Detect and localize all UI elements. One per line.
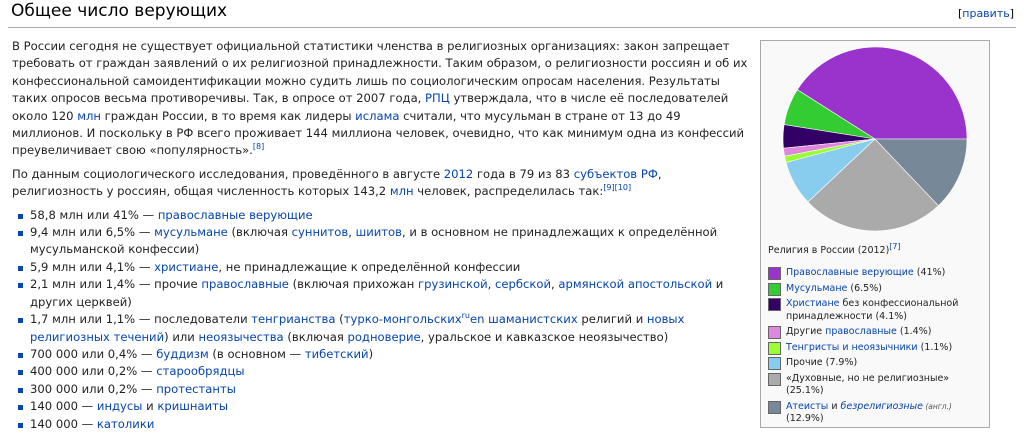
list-item	[12, 398, 750, 415]
legend-text: без конфессиональной принадлежности (4.1%)	[786, 298, 959, 322]
bullet-icon	[18, 388, 23, 393]
link-sunnis[interactable]: суннитов	[291, 225, 349, 240]
legend-item-spiritual	[768, 373, 986, 398]
bullet-icon	[18, 405, 23, 410]
link-georgian[interactable]: грузинской	[418, 277, 488, 292]
legend-link[interactable]: Тенгристы и неоязычники	[786, 341, 918, 353]
ref-7[interactable]: [7]	[889, 241, 901, 251]
legend-swatch	[768, 373, 781, 386]
bullet-icon	[18, 231, 23, 236]
legend-swatch	[768, 283, 781, 296]
text: (в основном —	[208, 346, 305, 361]
link-subjects[interactable]: субъектов РФ	[573, 166, 658, 181]
text: (включая	[283, 329, 348, 344]
religion-list	[12, 207, 750, 433]
text: 300 000 или 0,2% —	[30, 381, 157, 396]
text: ,	[551, 277, 559, 292]
text: 5,9 млн или 4,1% —	[30, 259, 155, 274]
text: , уральское и кавказское неоязычество)	[420, 329, 669, 344]
link-orthodox[interactable]: православные	[201, 277, 289, 292]
legend-text: (12.9%)	[786, 413, 824, 424]
link-neopaganism[interactable]: неоязычества	[198, 329, 284, 344]
legend-item-christian	[768, 298, 986, 323]
list-item	[12, 224, 750, 259]
link-protestants[interactable]: протестанты	[156, 381, 236, 396]
link-2012[interactable]: 2012	[443, 166, 474, 181]
legend-text: и	[828, 400, 841, 412]
ref-9-10[interactable]: [9][10]	[603, 183, 632, 193]
legend-item-orthodox	[768, 267, 986, 280]
legend-item-other-orthodox	[768, 326, 986, 339]
text: (	[335, 312, 344, 327]
legend-text: Прочие (7.9%)	[786, 357, 858, 368]
article-content	[12, 38, 750, 433]
paragraph-intro	[12, 38, 750, 160]
link-rpc[interactable]: РПЦ	[425, 91, 450, 106]
text: 140 000 —	[30, 416, 97, 431]
edit-bracket-open: [	[957, 7, 963, 20]
text: )	[368, 346, 374, 361]
text: ,	[487, 277, 495, 292]
link-new-religious-movements[interactable]: новых религиозных течений	[30, 312, 685, 344]
legend-text: (41%)	[913, 267, 946, 278]
legend-link[interactable]: православные	[825, 326, 897, 337]
text: 2,1 млн или 1,4% — прочие	[30, 277, 202, 292]
text: и	[142, 399, 158, 414]
text: По данным социологического исследования, проведённого в августе	[12, 166, 444, 181]
text: 140 000 —	[30, 399, 97, 414]
link-christians[interactable]: христиане	[154, 259, 219, 274]
legend-text: (1.1%)	[917, 341, 953, 353]
text: года в 79 из 83	[473, 166, 574, 181]
link-hindus[interactable]: индусы	[96, 399, 143, 414]
bullet-icon	[18, 423, 23, 428]
list-item	[12, 346, 750, 363]
list-item	[12, 259, 750, 276]
edit-bracket-close: ]	[1009, 7, 1014, 20]
text: , и в основном не принадлежащих к определённой мусульманской конфессии)	[30, 225, 718, 257]
text: 9,4 млн или 6,5% —	[30, 225, 155, 240]
bullet-icon	[18, 370, 23, 375]
legend-text: (1.4%)	[896, 326, 932, 337]
list-item	[12, 363, 750, 380]
legend-swatch	[768, 298, 781, 311]
link-tengrism[interactable]: тенгрианства	[251, 312, 336, 327]
list-item	[12, 276, 750, 311]
link-buddhism[interactable]: буддизм	[156, 346, 209, 361]
link-shias[interactable]: шиитов	[355, 225, 402, 240]
list-item	[12, 311, 750, 346]
legend-swatch	[768, 267, 781, 280]
edit-link-wrapper	[958, 7, 1014, 20]
bullet-icon	[18, 266, 23, 271]
link-mln[interactable]: млн	[77, 108, 101, 123]
chart-legend	[768, 267, 986, 429]
text: 400 000 или 0,2% —	[30, 364, 157, 379]
chart-caption	[768, 241, 901, 256]
text: религий и	[577, 312, 647, 327]
caption-text: Религия в России (2012)	[768, 245, 890, 256]
link-old-believers[interactable]: старообрядцы	[156, 364, 245, 379]
ru-interwiki-mark: ru	[461, 311, 470, 321]
religion-infobox	[760, 40, 990, 428]
list-item	[12, 207, 750, 224]
legend-text: (6.5%)	[847, 282, 882, 294]
link-rodnovery[interactable]: родноверие	[347, 329, 421, 344]
text: человек, распределилась так:	[413, 184, 604, 199]
section-heading	[8, 0, 1016, 28]
legend-note: (англ.)	[923, 401, 952, 411]
text: (включая прихожан	[288, 277, 419, 292]
text: считали, что мусульман в стране от 13 до 49 миллионов. И поскольку в РФ всего проживает 144 миллиона человек, очевидно, что как минимум одна из конфессий преувеличивает свою «популярность».	[12, 108, 745, 158]
legend-swatch	[768, 401, 781, 414]
ref-8[interactable]: [8]	[252, 142, 265, 152]
text: граждан России, в то время как лидеры	[100, 108, 356, 123]
link-en-interwiki[interactable]: en	[469, 312, 485, 327]
link-shamanist[interactable]: шаманистских	[488, 312, 578, 327]
legend-item-tengri	[768, 342, 986, 355]
edit-link[interactable]: править	[962, 7, 1010, 20]
legend-swatch	[768, 326, 781, 339]
link-serbian[interactable]: сербской	[495, 277, 552, 292]
link-mln-2[interactable]: млн	[389, 184, 414, 199]
legend-link[interactable]: Атеисты	[786, 400, 829, 412]
link-krishnaites[interactable]: кришнаиты	[157, 399, 228, 414]
legend-swatch	[768, 357, 781, 370]
legend-item-muslim	[768, 283, 986, 296]
section-title: Общее число верующих	[11, 1, 228, 21]
legend-item-other	[768, 357, 986, 370]
text: и других церквей)	[30, 277, 724, 309]
text: ,	[348, 225, 356, 240]
link-turko-mongol[interactable]: турко-монгольских	[343, 312, 462, 327]
link-islam[interactable]: ислама	[355, 108, 400, 123]
text: (включая	[227, 225, 292, 240]
legend-link[interactable]: Христиане	[786, 298, 840, 309]
text: 58,8 млн или 41% —	[30, 207, 158, 222]
text: 700 000 или 0,4% —	[30, 346, 157, 361]
pie-chart	[761, 41, 989, 241]
legend-text: Другие	[786, 326, 826, 337]
bullet-icon	[18, 283, 23, 288]
paragraph-survey	[12, 166, 750, 201]
link-catholics[interactable]: католики	[96, 416, 155, 431]
bullet-icon	[18, 214, 23, 219]
list-item	[12, 416, 750, 433]
text: ) или	[164, 329, 199, 344]
text: утверждала, что в числе её последователей около 120	[12, 91, 729, 123]
legend-link-irreligious[interactable]: безрелигиозные	[840, 400, 923, 412]
link-tibetan[interactable]: тибетский	[304, 346, 369, 361]
legend-item-atheist	[768, 401, 986, 426]
legend-link[interactable]: Православные верующие	[786, 267, 914, 278]
list-item	[12, 381, 750, 398]
link-armenian[interactable]: армянской апостольской	[558, 277, 713, 292]
text: , религиозность у россиян, общая численность которых 143,2	[12, 166, 662, 199]
text: В России сегодня не существует официальной статистики членства в религиозных организациях: закон запрещает требовать от граждан заявлений о их религиозной принадлежности. Таким образом, о религиозности россиян и об их конфессиональной самоидентификации можно судить лишь по социологическим опросам населения. Результаты таких опросов весьма противоречивы. Так, в опросе от 2007 года,	[12, 39, 748, 106]
legend-link[interactable]: Мусульмане	[786, 282, 848, 294]
text: 1,7 млн или 1,1% — последователи	[30, 312, 252, 327]
bullet-icon	[18, 353, 23, 358]
link-muslims[interactable]: мусульмане	[154, 225, 228, 240]
link-orthodox-believers[interactable]: православные верующие	[157, 207, 313, 222]
text: , не принадлежащие к определённой конфессии	[218, 259, 521, 274]
legend-swatch	[768, 342, 781, 355]
bullet-icon	[18, 318, 23, 323]
legend-text: «Духовные, но не религиозные» (25.1%)	[786, 372, 950, 396]
